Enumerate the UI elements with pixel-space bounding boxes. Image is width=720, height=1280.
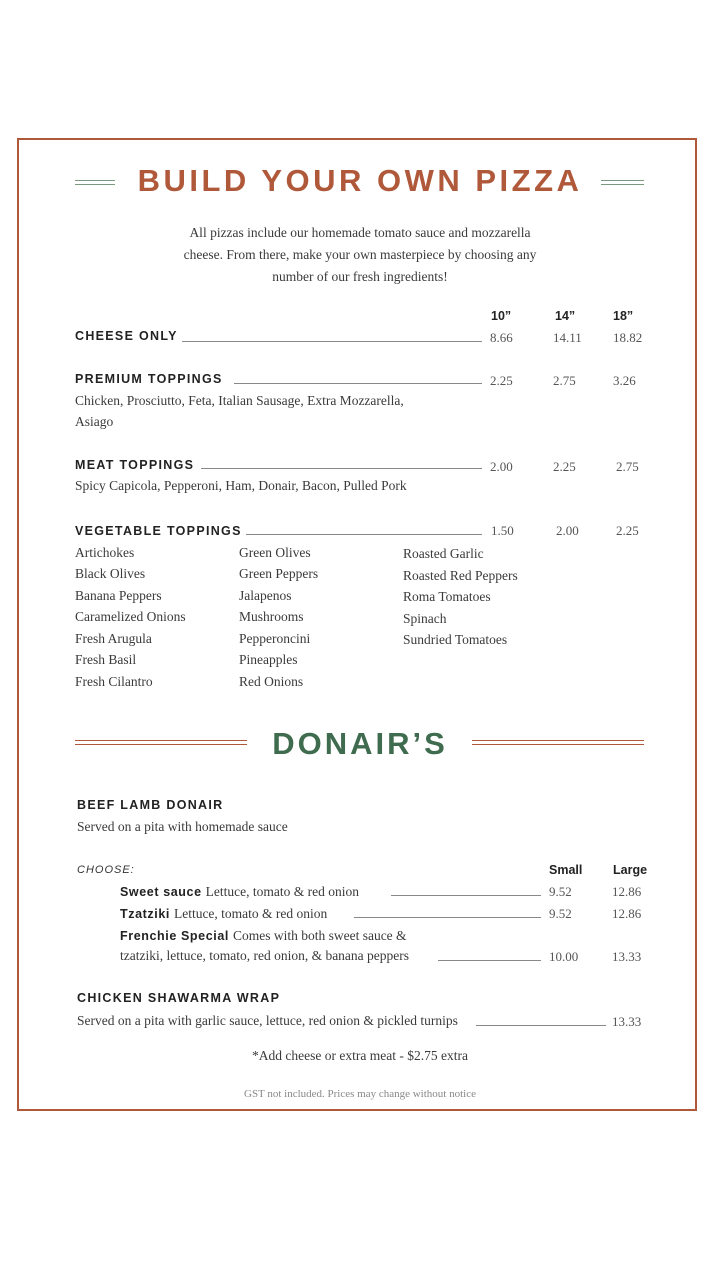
meat-desc: Spicy Capicola, Pepperoni, Ham, Donair, Bacon, Pulled Pork	[75, 478, 407, 493]
price: 2.00	[556, 523, 579, 538]
premium-toppings-label: PREMIUM TOPPINGS	[75, 372, 223, 386]
price: 12.86	[612, 906, 642, 921]
cheese-only-label: CHEESE ONLY	[75, 329, 178, 343]
meat-toppings-label: MEAT TOPPINGS	[75, 458, 195, 472]
list-item: Spinach	[403, 611, 447, 626]
premium-desc: Chicken, Prosciutto, Feta, Italian Sausage, Extra Mozzarella,	[75, 393, 404, 408]
leader	[354, 917, 541, 918]
size-large: Large	[613, 863, 648, 877]
list-item: Pepperoncini	[239, 631, 311, 646]
beef-lamb-desc: Served on a pita with homemade sauce	[77, 819, 288, 834]
pizza-title: BUILD YOUR OWN PIZZA	[137, 163, 583, 198]
list-item: Banana Peppers	[75, 588, 162, 603]
list-item: Roma Tomatoes	[403, 589, 491, 604]
list-item: Sundried Tomatoes	[403, 632, 508, 647]
price: 2.00	[490, 459, 513, 474]
price: 10.00	[549, 949, 579, 964]
list-item: Caramelized Onions	[75, 609, 186, 624]
leader	[476, 1025, 606, 1026]
leader	[234, 383, 482, 384]
price: 3.26	[613, 373, 636, 388]
list-item: Mushrooms	[239, 609, 304, 624]
price: 13.33	[612, 949, 642, 964]
leader	[246, 534, 482, 535]
option-desc: Comes with both sweet sauce &	[232, 928, 407, 943]
list-item: Red Onions	[239, 674, 304, 689]
price: 2.75	[616, 459, 639, 474]
price: 13.33	[612, 1014, 642, 1029]
gst-note: GST not included. Prices may change without notice	[244, 1088, 476, 1100]
price: 2.25	[553, 459, 576, 474]
option-frenchie-special	[120, 927, 407, 945]
intro-line-2: cheese. From there, make your own masterpiece by choosing any	[183, 247, 537, 262]
beef-lamb-label: BEEF LAMB DONAIR	[77, 798, 224, 812]
chicken-shawarma-label: CHICKEN SHAWARMA WRAP	[77, 991, 281, 1005]
size-18: 18”	[613, 309, 634, 323]
option-name: Tzatziki	[120, 907, 170, 921]
price: 9.52	[549, 906, 572, 921]
pizza-intro	[0, 222, 720, 288]
option-name: Frenchie Special	[120, 929, 229, 943]
premium-desc: Asiago	[75, 414, 114, 429]
price: 8.66	[490, 330, 513, 345]
price: 18.82	[613, 330, 643, 345]
addon-note: *Add cheese or extra meat - $2.75 extra	[252, 1048, 468, 1063]
list-item: Artichokes	[75, 545, 135, 560]
list-item: Black Olives	[75, 566, 146, 581]
list-item: Pineapples	[239, 652, 298, 667]
list-item: Jalapenos	[239, 588, 292, 603]
size-10: 10”	[491, 309, 512, 323]
option-tzatziki	[120, 905, 327, 923]
option-desc: Lettuce, tomato & red onion	[173, 906, 328, 921]
option-desc: tzatziki, lettuce, tomato, red onion, & banana peppers	[120, 948, 410, 963]
choose-label: CHOOSE:	[77, 864, 135, 876]
list-item: Green Olives	[239, 545, 311, 560]
price: 2.75	[553, 373, 576, 388]
price: 1.50	[491, 523, 514, 538]
list-item: Fresh Basil	[75, 652, 137, 667]
list-item: Green Peppers	[239, 566, 319, 581]
list-item: Roasted Garlic	[403, 546, 484, 561]
list-item: Fresh Arugula	[75, 631, 152, 646]
size-small: Small	[549, 863, 583, 877]
price: 9.52	[549, 884, 572, 899]
list-item: Roasted Red Peppers	[403, 568, 518, 583]
chicken-shawarma-desc: Served on a pita with garlic sauce, lettuce, red onion & pickled turnips	[77, 1013, 458, 1028]
price: 12.86	[612, 884, 642, 899]
intro-line-1: All pizzas include our homemade tomato sauce and mozzarella	[189, 225, 531, 240]
leader	[391, 895, 541, 896]
leader	[182, 341, 482, 342]
leader	[201, 468, 482, 469]
price: 14.11	[553, 330, 582, 345]
vegetable-toppings-label: VEGETABLE TOPPINGS	[75, 524, 242, 538]
option-desc: Lettuce, tomato & red onion	[205, 884, 359, 899]
donair-title: DONAIR’S	[272, 726, 448, 761]
option-name: Sweet sauce	[120, 885, 202, 899]
option-sweet-sauce	[120, 883, 359, 901]
list-item: Fresh Cilantro	[75, 674, 153, 689]
leader	[438, 960, 541, 961]
price: 2.25	[616, 523, 639, 538]
price: 2.25	[490, 373, 513, 388]
intro-line-3: number of our fresh ingredients!	[272, 269, 448, 284]
size-14: 14”	[555, 309, 576, 323]
